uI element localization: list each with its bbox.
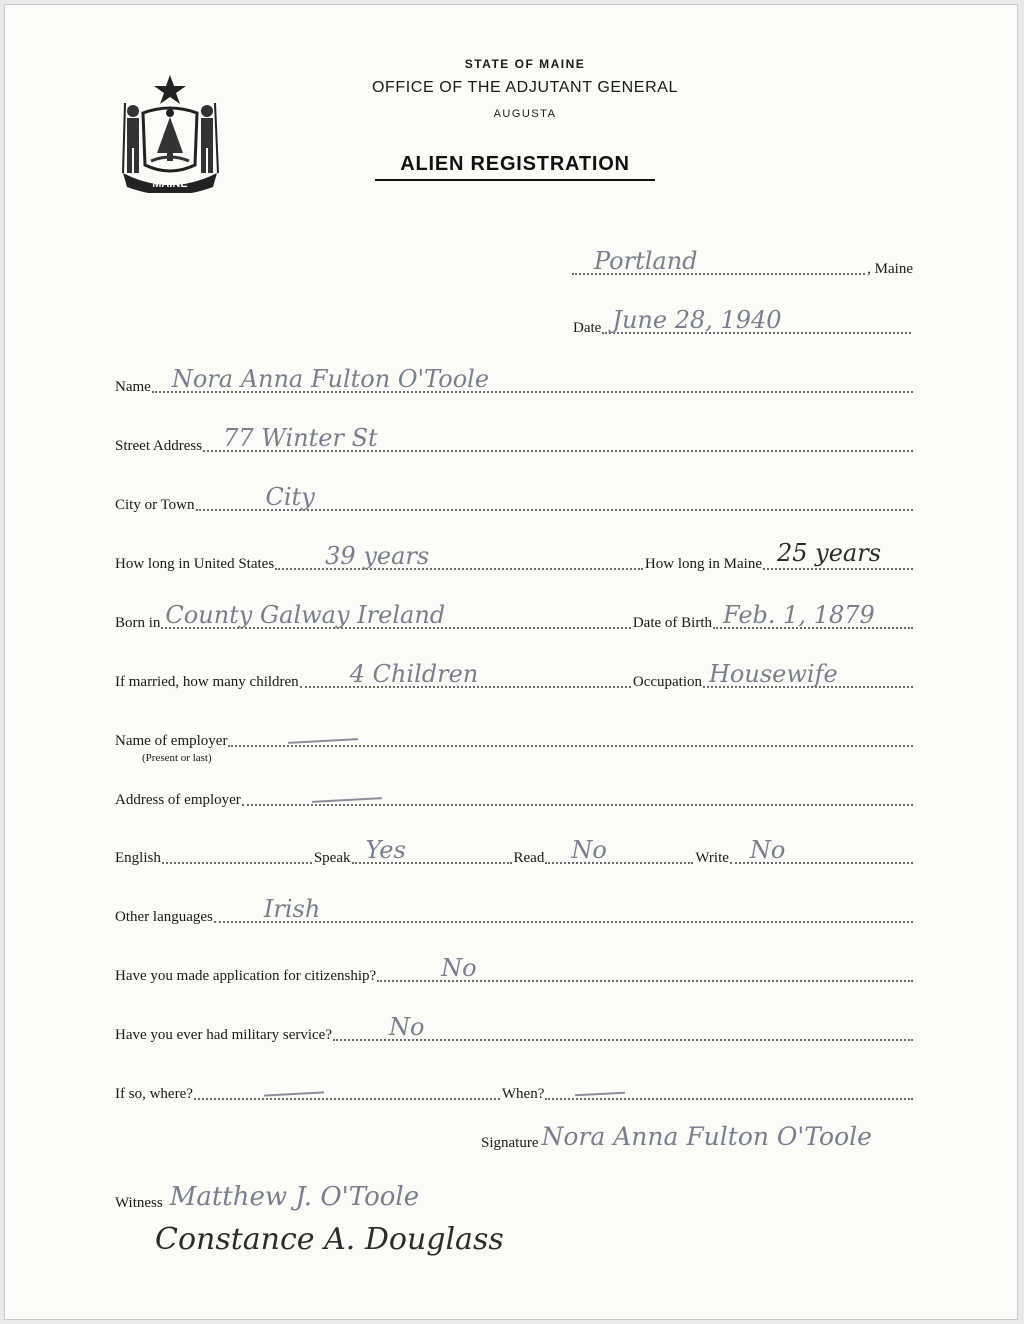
employer-address-dash-mark xyxy=(312,797,382,802)
date-label: Date xyxy=(573,320,602,336)
employer-dash-mark xyxy=(288,738,358,743)
form-title: ALIEN REGISTRATION xyxy=(375,153,655,181)
place-value: Portland xyxy=(594,247,698,275)
signature-row xyxy=(481,1122,915,1151)
signature-value: Nora Anna Fulton O'Toole xyxy=(541,1122,872,1151)
place-field[interactable] xyxy=(572,247,865,275)
registrar-signature-row xyxy=(145,1215,705,1255)
dob-value: Feb. 1, 1879 xyxy=(723,601,875,629)
speak-label: Speak xyxy=(313,850,351,866)
other-languages-value: Irish xyxy=(263,895,321,923)
write-field[interactable] xyxy=(730,836,913,864)
english-label: English xyxy=(115,850,161,866)
employer-label xyxy=(115,733,228,764)
seal-banner-text: MAINE xyxy=(152,178,188,190)
speak-value: Yes xyxy=(365,836,406,864)
when-field[interactable] xyxy=(545,1082,913,1100)
city-field[interactable] xyxy=(196,483,913,511)
write-value: No xyxy=(749,836,786,864)
where-dash-mark xyxy=(264,1091,324,1096)
born-in-value: County Galway Ireland xyxy=(165,601,446,629)
citizenship-row xyxy=(115,954,915,984)
when-label: When? xyxy=(501,1086,545,1102)
employer-sublabel: (Present or last) xyxy=(142,752,212,764)
name-field[interactable] xyxy=(152,365,913,393)
birth-row xyxy=(115,601,915,631)
when-dash-mark xyxy=(575,1091,625,1095)
military-row xyxy=(115,1013,915,1043)
us-duration-value: 39 years xyxy=(325,542,430,570)
us-duration-field[interactable] xyxy=(275,542,643,570)
date-field[interactable] xyxy=(602,306,911,334)
occupation-value: Housewife xyxy=(709,660,838,688)
employer-address-row xyxy=(115,786,915,808)
us-duration-label: How long in United States xyxy=(115,556,275,572)
military-value: No xyxy=(389,1013,425,1041)
read-value: No xyxy=(571,836,607,864)
born-in-field[interactable] xyxy=(161,601,630,629)
date-value: June 28, 1940 xyxy=(612,306,782,334)
employer-row xyxy=(115,727,915,764)
header-office: OFFICE OF THE ADJUTANT GENERAL xyxy=(371,79,679,96)
street-field[interactable] xyxy=(203,424,913,452)
occupation-label: Occupation xyxy=(632,674,702,690)
street-value: 77 Winter St xyxy=(223,424,378,452)
read-label: Read xyxy=(513,850,545,866)
dob-label: Date of Birth xyxy=(632,615,712,631)
witness-label: Witness xyxy=(115,1195,163,1211)
place-row xyxy=(571,247,913,277)
children-field[interactable] xyxy=(300,660,631,688)
service-detail-row xyxy=(115,1080,915,1102)
street-label: Street Address xyxy=(115,438,203,454)
employer-address-label: Address of employer xyxy=(115,792,241,808)
header-city: AUGUSTA xyxy=(493,108,557,120)
maine-state-seal-icon xyxy=(115,73,225,193)
employer-field[interactable] xyxy=(228,729,913,747)
where-label: If so, where? xyxy=(115,1086,193,1102)
city-label: City or Town xyxy=(115,497,195,513)
name-label: Name xyxy=(115,379,151,395)
occupation-field[interactable] xyxy=(703,660,913,688)
header-state: STATE OF MAINE xyxy=(464,57,586,71)
witness-field[interactable] xyxy=(164,1182,593,1212)
city-row xyxy=(115,483,915,513)
children-value: 4 Children xyxy=(349,660,479,688)
maine-duration-value: 25 years xyxy=(777,539,882,567)
children-label: If married, how many children xyxy=(115,674,299,690)
born-in-label: Born in xyxy=(115,615,161,631)
signature-field[interactable] xyxy=(540,1122,914,1151)
maine-duration-label: How long in Maine xyxy=(644,556,762,572)
family-row xyxy=(115,660,915,690)
signature-label: Signature xyxy=(481,1135,539,1151)
name-row xyxy=(115,365,915,395)
citizenship-label: Have you made application for citizenship? xyxy=(115,968,377,984)
english-row xyxy=(115,836,915,866)
registration-form-page xyxy=(4,4,1018,1320)
where-field[interactable] xyxy=(194,1082,500,1100)
place-suffix-label: , Maine xyxy=(867,261,913,277)
street-row xyxy=(115,424,915,454)
english-spacer xyxy=(162,846,312,864)
employer-label-text: Name of employer xyxy=(115,733,228,749)
witness-value: Matthew J. O'Toole xyxy=(169,1182,420,1212)
maine-duration-field[interactable] xyxy=(763,539,913,570)
other-languages-row xyxy=(115,895,915,925)
citizenship-value: No xyxy=(441,954,477,982)
registrar-signature: Constance A. Douglass xyxy=(155,1222,504,1257)
witness-row xyxy=(115,1182,595,1212)
other-languages-field[interactable] xyxy=(214,895,913,923)
residency-row xyxy=(115,539,915,572)
speak-field[interactable] xyxy=(352,836,512,864)
dob-field[interactable] xyxy=(713,601,913,629)
read-field[interactable] xyxy=(545,836,693,864)
employer-address-field[interactable] xyxy=(242,788,913,806)
other-languages-label: Other languages xyxy=(115,909,213,925)
name-value: Nora Anna Fulton O'Toole xyxy=(171,365,490,393)
military-label: Have you ever had military service? xyxy=(115,1027,332,1043)
date-row xyxy=(573,306,913,336)
write-label: Write xyxy=(695,850,729,866)
military-field[interactable] xyxy=(333,1013,913,1041)
citizenship-field[interactable] xyxy=(377,954,913,982)
city-value: City xyxy=(265,483,315,511)
